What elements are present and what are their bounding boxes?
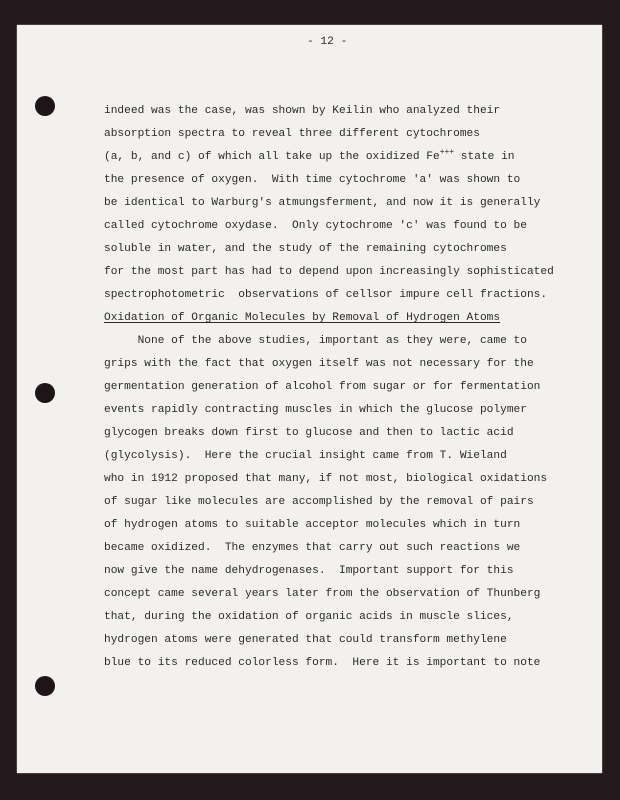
line-text: spectrophotometric observations of cellsor impure cell fractions. <box>104 289 548 301</box>
text-line: now give the name dehydrogenases. Important support for this <box>104 565 514 577</box>
section-heading: Oxidation of Organic Molecules by Removal of Hydrogen Atoms <box>104 312 501 324</box>
text-line: of sugar like molecules are accomplished by the removal of pairs <box>104 496 534 508</box>
text-line: None of the above studies, important as they were, came to <box>104 335 527 347</box>
text-line <box>104 150 515 164</box>
text-line <box>104 173 520 187</box>
text-line <box>104 288 547 302</box>
text-line: concept came several years later from the observation of Thunberg <box>104 588 541 600</box>
text-line: of hydrogen atoms to suitable acceptor molecules which in turn <box>104 519 521 531</box>
text-line: germentation generation of alcohol from sugar or for fermentation <box>104 381 541 393</box>
line-text: the presence of oxygen. With time cytochrome 'a' was shown to <box>104 174 521 186</box>
text-line <box>104 265 554 279</box>
line-text: be identical to Warburg's atmungsferment, and now it is generally <box>104 197 541 209</box>
text-line <box>104 127 480 141</box>
punch-hole <box>35 676 55 696</box>
line-text: absorption spectra to reveal three different cytochromes <box>104 128 480 140</box>
line-text: for the most part has had to depend upon increasingly sophisticated <box>104 266 554 278</box>
text-line <box>104 219 527 233</box>
text-line: became oxidized. The enzymes that carry out such reactions we <box>104 542 521 554</box>
line-text: called cytochrome oxydase. Only cytochrome 'c' was found to be <box>104 220 527 232</box>
line-text: soluble in water, and the study of the remaining cytochromes <box>104 243 507 255</box>
superscript-charge: +++ <box>439 148 455 157</box>
text-line <box>104 242 507 256</box>
line-text: (a, b, and c) of which all take up the oxidized Fe <box>104 151 440 163</box>
line-text: indeed was the case, was shown by Keilin who analyzed their <box>104 105 501 117</box>
punch-hole <box>35 383 55 403</box>
text-line: grips with the fact that oxygen itself was not necessary for the <box>104 358 534 370</box>
text-line <box>104 104 500 118</box>
text-line: (glycolysis). Here the crucial insight came from T. Wieland <box>104 450 507 462</box>
text-line: hydrogen atoms were generated that could transform methylene <box>104 634 507 646</box>
text-line: glycogen breaks down first to glucose and then to lactic acid <box>104 427 514 439</box>
text-line: blue to its reduced colorless form. Here it is important to note <box>104 657 541 669</box>
text-line: who in 1912 proposed that many, if not most, biological oxidations <box>104 473 548 485</box>
punch-hole <box>35 96 55 116</box>
text-line: events rapidly contracting muscles in which the glucose polymer <box>104 404 527 416</box>
line-text: state in <box>454 151 515 163</box>
page-number: - 12 - <box>307 36 348 48</box>
text-line: that, during the oxidation of organic acids in muscle slices, <box>104 611 514 623</box>
text-line <box>104 196 540 210</box>
